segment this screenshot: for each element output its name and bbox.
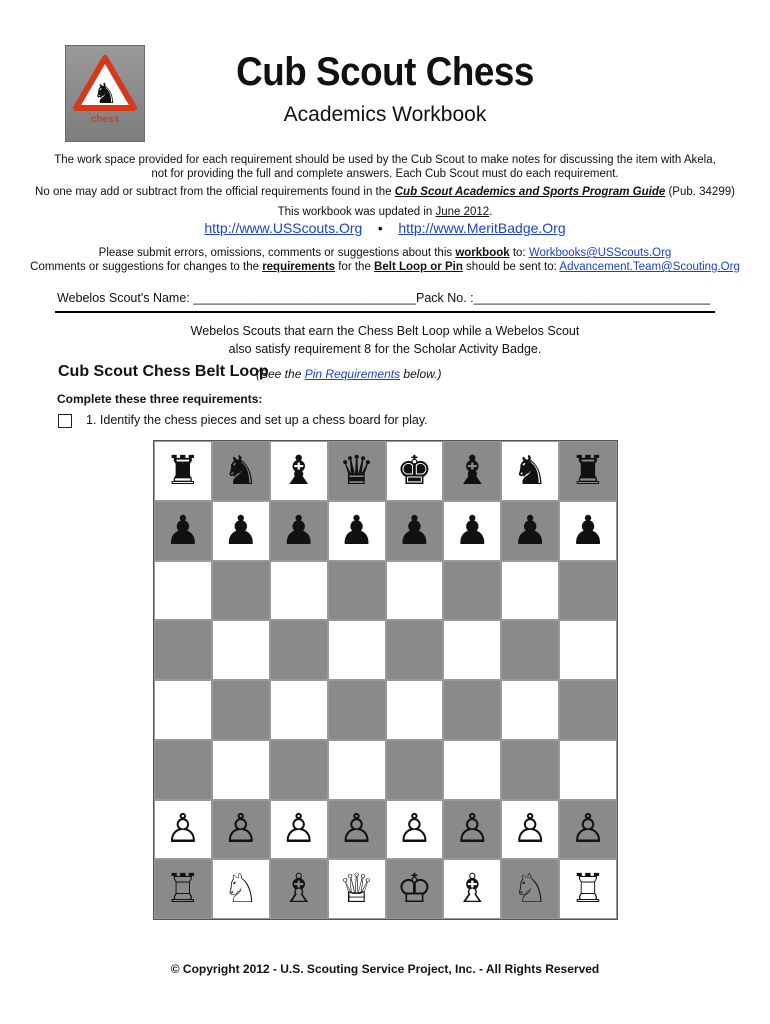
board-square [501,620,559,680]
updated-period: . [489,206,493,218]
page-title: Cub Scout Chess [236,50,534,94]
board-square [559,561,617,621]
pin-requirements-note [256,367,441,381]
svg-text:♞: ♞ [92,77,118,110]
chess-piece-square: ♞ [212,441,270,501]
program-guide-title: Cub Scout Academics and Sports Program Guide [394,186,666,198]
changes-text: Comments or suggestions for changes to the [30,261,263,273]
board-square [443,620,501,680]
board-square [559,620,617,680]
chess-piece-square: ♙ [328,800,386,860]
for-the-text: for the [335,261,375,273]
pin-requirements-link[interactable]: Pin Requirements [304,367,401,381]
webelos-line-2: also satisfy requirement 8 for the Scholar Activity Badge. [228,342,542,356]
webelos-note [100,322,670,358]
intro-paragraph [30,153,740,181]
complete-requirements-heading: Complete these three requirements: [57,392,263,406]
sent-to-text: should be sent to: [462,261,560,273]
pub-number: (Pub. 34299) [665,186,735,198]
board-square [559,740,617,800]
board-square [386,561,444,621]
chess-piece-square: ♘ [501,859,559,919]
advancement-email-link[interactable]: Advancement.Team@Scouting.Org [559,261,740,273]
chess-piece-square: ♟ [154,501,212,561]
requirements-word: requirements [262,261,336,273]
chess-piece-square: ♟ [386,501,444,561]
board-square [501,740,559,800]
chess-piece-square: ♞ [501,441,559,501]
chess-piece-square: ♟ [443,501,501,561]
chess-piece-square: ♖ [559,859,617,919]
board-square [212,561,270,621]
board-square [443,740,501,800]
meritbadge-link[interactable]: http://www.MeritBadge.Org [398,220,566,236]
chess-piece-square: ♙ [559,800,617,860]
board-square [212,680,270,740]
chess-piece-square: ♙ [501,800,559,860]
updated-text: This workbook was updated in [277,206,436,218]
chess-piece-square: ♙ [386,800,444,860]
board-square [154,620,212,680]
chess-piece-square: ♛ [328,441,386,501]
chess-piece-square: ♜ [154,441,212,501]
board-square [559,680,617,740]
chess-logo [65,45,145,142]
chess-piece-square: ♜ [559,441,617,501]
board-square [212,620,270,680]
knight-warning-triangle-icon [72,54,138,112]
chess-piece-square: ♕ [328,859,386,919]
note-text: No one may add or subtract from the official requirements found in the [35,186,395,198]
chess-piece-square: ♟ [501,501,559,561]
board-square [443,561,501,621]
board-square [328,740,386,800]
board-square [212,740,270,800]
board-square [270,561,328,621]
page-subtitle: Academics Workbook [283,103,487,126]
chess-piece-square: ♔ [386,859,444,919]
board-square [443,680,501,740]
requirement-1-checkbox[interactable] [58,414,72,428]
board-square [386,740,444,800]
board-square [154,561,212,621]
website-links [30,220,740,236]
logo-label: chess [90,114,120,125]
chess-piece-square: ♝ [443,441,501,501]
board-square [154,680,212,740]
chess-board [153,440,618,920]
chess-piece-square: ♘ [212,859,270,919]
board-square [501,680,559,740]
chess-piece-square: ♙ [154,800,212,860]
board-square [328,680,386,740]
chess-piece-square: ♗ [270,859,328,919]
below-text: below.) [400,367,442,381]
usscouts-link[interactable]: http://www.USScouts.Org [204,220,363,236]
chess-piece-square: ♟ [328,501,386,561]
webelos-line-1: Webelos Scouts that earn the Chess Belt Loop while a Webelos Scout [190,324,580,338]
board-square [270,740,328,800]
workbook-word: workbook [455,247,510,259]
board-square [501,561,559,621]
chess-piece-square: ♟ [270,501,328,561]
updated-date: June 2012 [435,206,490,218]
official-requirements-note [30,186,740,198]
see-the-text: (See the [256,367,305,381]
divider [55,311,715,313]
chess-piece-square: ♙ [212,800,270,860]
workbooks-email-link[interactable]: Workbooks@USScouts.Org [528,247,672,259]
requirement-1-text: 1. Identify the chess pieces and set up a chess board for play. [86,413,428,427]
intro-line-1: The work space provided for each requirement should be used by the Cub Scout to make notes for discussing the item with Akela, [54,154,716,166]
chess-piece-square: ♙ [443,800,501,860]
chess-piece-square: ♟ [559,501,617,561]
board-square [328,620,386,680]
board-square [154,740,212,800]
board-square [270,680,328,740]
pack-number-field[interactable]: Pack No. :__________________________________ [416,291,711,305]
belt-loop-word: Belt Loop or Pin [374,261,463,273]
board-square [270,620,328,680]
belt-loop-heading: Cub Scout Chess Belt Loop [58,363,269,380]
chess-piece-square: ♗ [443,859,501,919]
chess-piece-square: ♟ [212,501,270,561]
board-square [328,561,386,621]
feedback-line-2 [30,260,740,274]
bullet-separator: • [377,220,383,236]
feedback-paragraph [30,246,740,274]
board-square [386,620,444,680]
scout-name-field[interactable]: Webelos Scout's Name: ________________________________ [57,291,416,305]
feedback-line-1 [30,246,740,260]
intro-line-2: not for providing the full and complete answers. Each Cub Scout must do each requirement. [151,168,619,180]
chess-piece-square: ♙ [270,800,328,860]
board-square [386,680,444,740]
chess-piece-square: ♚ [386,441,444,501]
chess-piece-square: ♝ [270,441,328,501]
feedback-text: Please submit errors, omissions, comments or suggestions about this [98,247,456,259]
chess-piece-square: ♖ [154,859,212,919]
feedback-to: to: [509,247,529,259]
copyright-footer: © Copyright 2012 - U.S. Scouting Service Project, Inc. - All Rights Reserved [170,962,600,976]
updated-note [30,206,740,218]
